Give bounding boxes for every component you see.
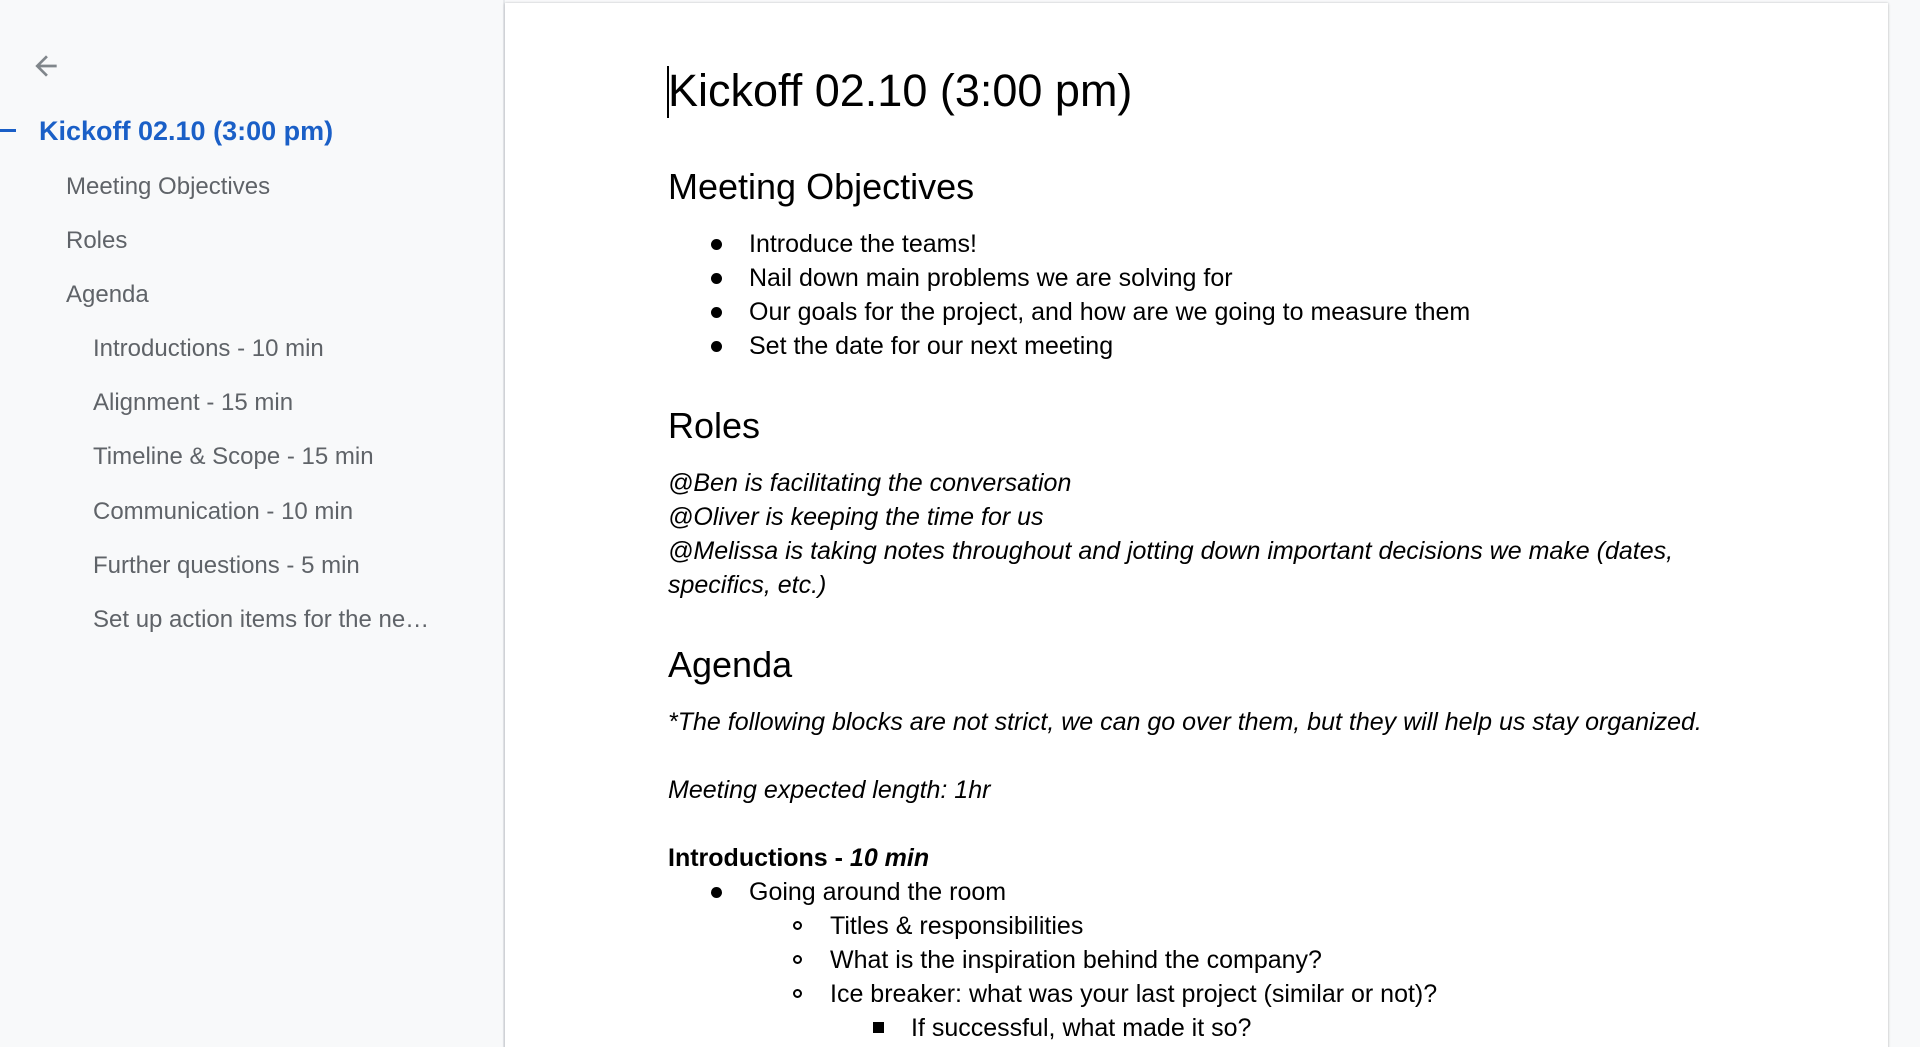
introductions-duration: 10 min <box>849 844 930 872</box>
agenda-subitem[interactable]: Ice breaker: what was your last project (similar or not)? <box>830 980 1438 1008</box>
bullet-circle-icon <box>793 955 802 964</box>
agenda-subitem[interactable]: Titles & responsibilities <box>830 912 1084 940</box>
role-line[interactable]: @Melissa is taking notes throughout and jotting down important decisions we make (dates, <box>668 537 1674 565</box>
outline-item-further-questions[interactable]: Further questions - 5 min <box>93 552 360 579</box>
heading-introductions[interactable] <box>668 841 929 875</box>
role-line[interactable]: @Oliver is keeping the time for us <box>668 503 1044 531</box>
bullet-disc-icon <box>711 273 722 284</box>
role-line[interactable]: specifics, etc.) <box>668 571 827 599</box>
objective-item[interactable]: Set the date for our next meeting <box>749 332 1114 360</box>
outline-item-timeline-scope[interactable]: Timeline & Scope - 15 min <box>93 443 374 470</box>
bullet-disc-icon <box>711 887 722 898</box>
outline-item-roles[interactable]: Roles <box>66 227 128 254</box>
outline-item-action-items[interactable]: Set up action items for the ne… <box>93 606 430 633</box>
agenda-note[interactable]: *The following blocks are not strict, we can go over them, but they will help us stay organized. <box>668 708 1702 736</box>
outline-item-meeting-objectives[interactable]: Meeting Objectives <box>66 173 271 200</box>
heading-agenda[interactable]: Agenda <box>668 644 793 685</box>
outline-item-agenda[interactable]: Agenda <box>66 281 149 308</box>
bullet-circle-icon <box>793 921 802 930</box>
role-line[interactable]: @Ben is facilitating the conversation <box>668 469 1072 497</box>
close-outline-button[interactable] <box>26 50 66 86</box>
objective-item[interactable]: Nail down main problems we are solving for <box>749 264 1233 292</box>
current-heading-marker <box>0 129 16 132</box>
agenda-length[interactable]: Meeting expected length: 1hr <box>668 776 991 804</box>
heading-meeting-objectives[interactable]: Meeting Objectives <box>668 166 975 207</box>
outline-item-introductions[interactable]: Introductions - 10 min <box>93 335 324 362</box>
document-outline-panel <box>0 0 503 1047</box>
bullet-circle-icon <box>793 989 802 998</box>
bullet-square-icon <box>873 1022 884 1033</box>
objective-item[interactable]: Introduce the teams! <box>749 230 977 258</box>
objective-item[interactable]: Our goals for the project, and how are we going to measure them <box>749 298 1471 326</box>
agenda-subitem[interactable]: What is the inspiration behind the company? <box>830 946 1322 974</box>
document-title[interactable]: Kickoff 02.10 (3:00 pm) <box>668 65 1133 116</box>
outline-item-communication[interactable]: Communication - 10 min <box>93 498 354 525</box>
bullet-disc-icon <box>711 341 722 352</box>
bullet-disc-icon <box>711 307 722 318</box>
bullet-disc-icon <box>711 239 722 250</box>
agenda-item[interactable]: Going around the room <box>749 878 1007 906</box>
introductions-label: Introductions - <box>668 844 850 872</box>
outline-item-kickoff[interactable]: Kickoff 02.10 (3:00 pm) <box>39 116 334 146</box>
agenda-subsubitem[interactable]: If successful, what made it so? <box>911 1014 1252 1042</box>
outline-item-alignment[interactable]: Alignment - 15 min <box>93 389 294 416</box>
arrow-left-icon <box>30 50 62 87</box>
heading-roles[interactable]: Roles <box>668 405 761 446</box>
